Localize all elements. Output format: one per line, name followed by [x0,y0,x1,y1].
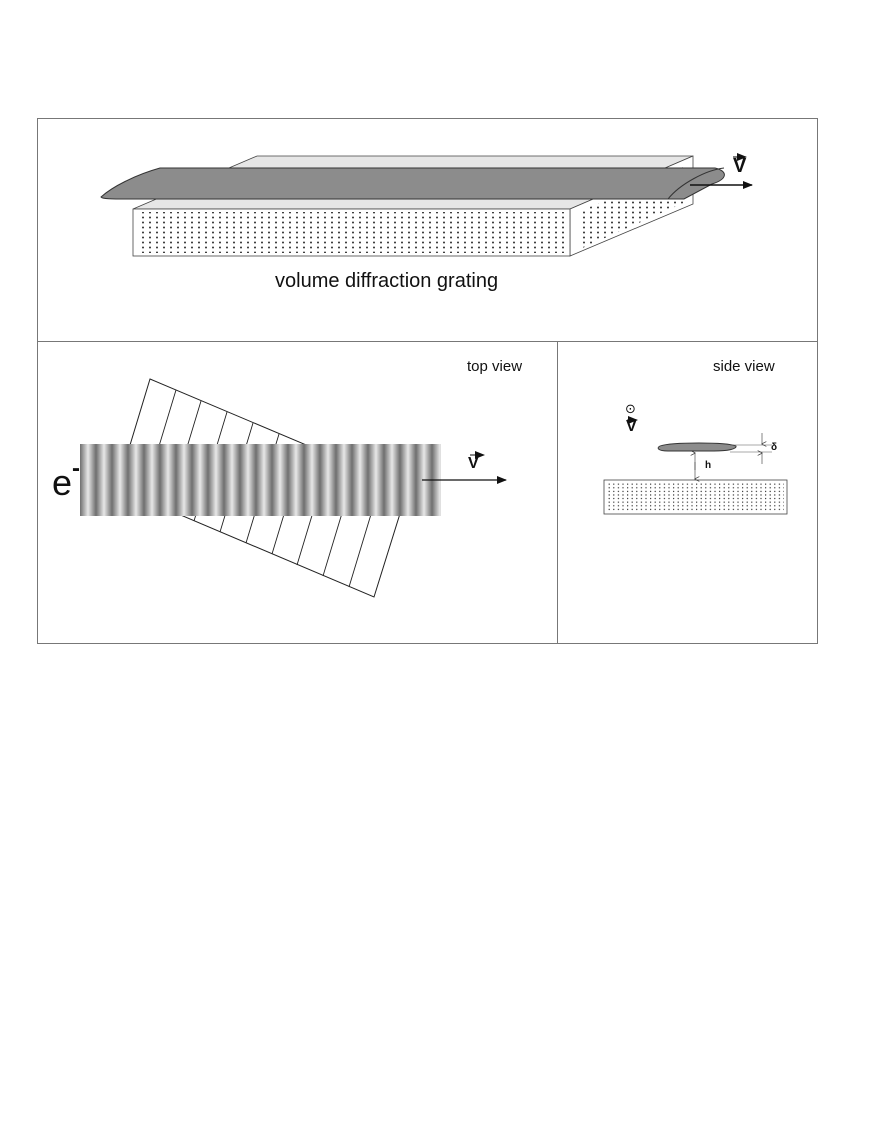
side-grating-dots [607,483,784,511]
side-velocity-label: V [626,418,637,435]
side-view-title: side view [713,358,775,375]
electron-label: e [52,462,73,503]
electron-beam-sheet [101,168,724,199]
grating-caption: volume diffraction grating [275,270,499,292]
out-of-plane-symbol: ⊙ [625,401,636,416]
top-velocity-label: V [733,155,747,177]
side-beam-profile [658,443,736,451]
top-view-title: top view [467,358,523,375]
thickness-label: δ [771,442,778,453]
grating-front-dots [137,212,566,253]
top-view-velocity-label: V [468,455,479,472]
beam-sheet [101,168,724,199]
electron-wave-packet [80,444,441,516]
electron-charge-label: - [72,455,80,482]
height-label: h [705,460,712,471]
